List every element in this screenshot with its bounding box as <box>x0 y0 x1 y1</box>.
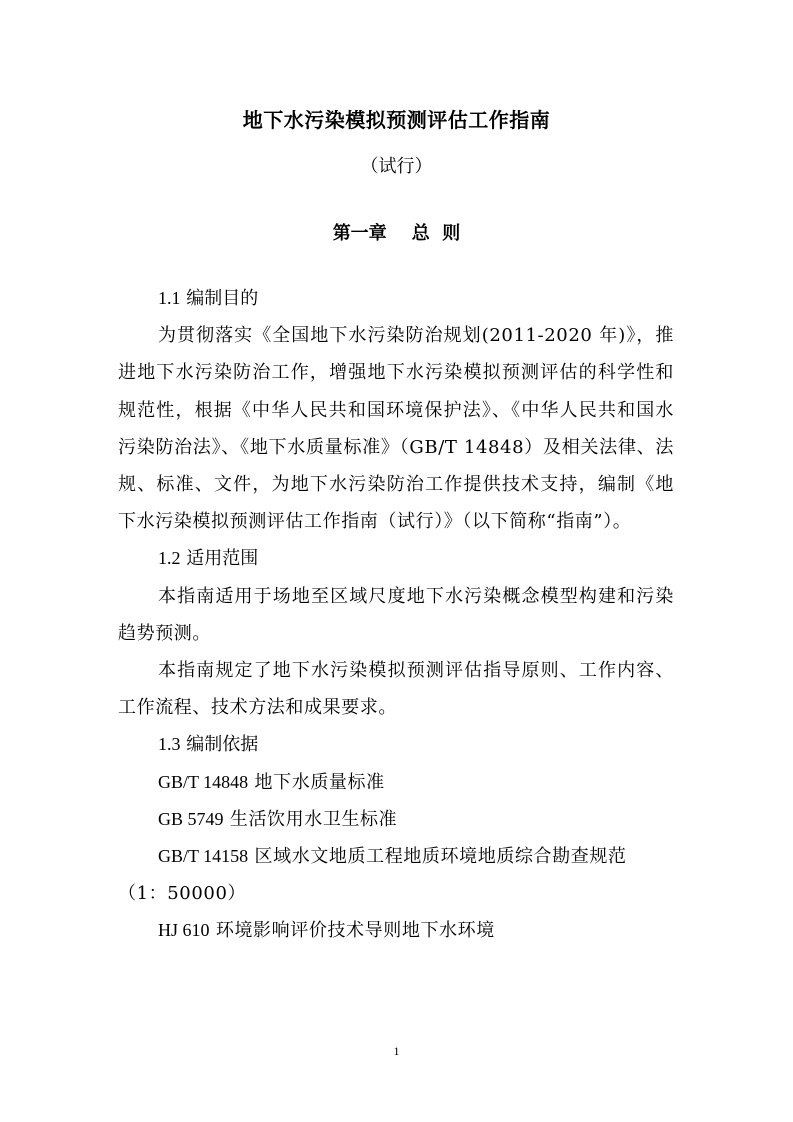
section-title: 适用范围 <box>186 548 259 570</box>
section-heading-1-3 <box>118 726 674 763</box>
section-heading-1-1 <box>118 280 674 317</box>
section-title: 编制依据 <box>186 734 259 756</box>
standard-code: GB/T 14848 <box>158 771 249 792</box>
standard-code: GB 5749 <box>158 808 224 829</box>
section-title: 编制目的 <box>186 288 259 309</box>
reference-item <box>118 912 674 949</box>
paragraph: 为贯彻落实《全国地下水污染防治规划(2011-2020 年)》，推进地下水污染防治工作，增强地下水污染模拟预测评估的科学性和规范性，根据《中华人民共和国环境保护法》、《中华人民共和国水污染防治法》、《地下水质量标准》（GB/T 14848）及相关法律、法规、标准、文件，为地下水污染防治工作提供技术支持，编制《地下水污染模拟预测评估工作指南（试行）》（以下简称“指南”）。 <box>118 325 674 533</box>
reference-item <box>118 838 674 912</box>
document-subtitle: （试行） <box>360 156 433 177</box>
paragraph: 本指南规定了地下水污染模拟预测评估指导原则、工作内容、工作流程、技术方法和成果要求。 <box>118 660 674 719</box>
chapter-heading: 第一章 总 则 <box>332 223 461 244</box>
document-body <box>118 280 674 950</box>
section-heading-1-2 <box>118 540 674 577</box>
standard-name: 环境影响评价技术导则地下水环境 <box>215 920 495 942</box>
standard-code: GB/T 14158 <box>158 846 249 867</box>
reference-item <box>118 801 674 838</box>
section-number: 1.1 <box>158 288 181 308</box>
standard-name: 区域水文地质工程地质环境地质综合勘查规范（1：50000） <box>118 846 627 905</box>
section-number: 1.2 <box>158 548 181 569</box>
document-title: 地下水污染模拟预测评估工作指南 <box>242 108 551 132</box>
standard-name: 地下水质量标准 <box>254 771 385 793</box>
standard-code: HJ 610 <box>158 920 210 941</box>
section-number: 1.3 <box>158 734 181 755</box>
paragraph: 本指南适用于场地至区域尺度地下水污染概念模型构建和污染趋势预测。 <box>118 585 674 644</box>
reference-item <box>118 764 674 801</box>
page-number: 1 <box>393 1044 400 1058</box>
standard-name: 生活饮用水卫生标准 <box>229 808 398 830</box>
